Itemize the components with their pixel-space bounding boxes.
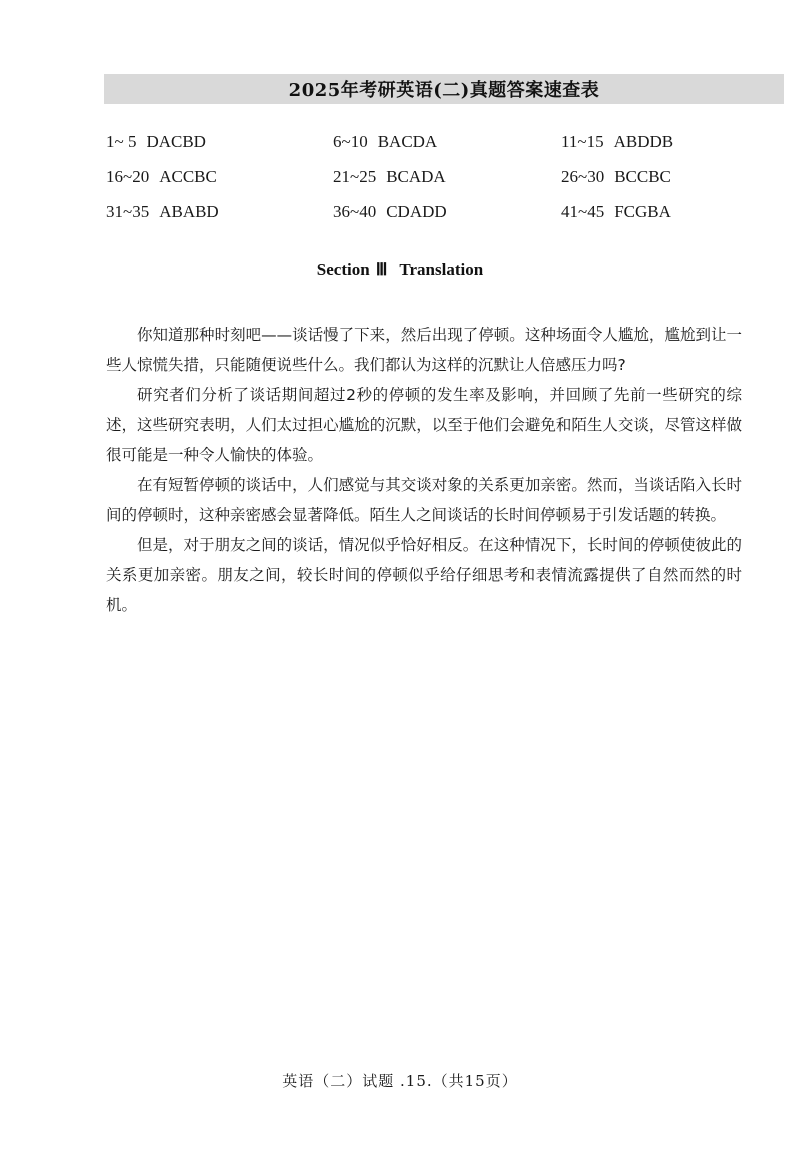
- section-heading: [0, 260, 800, 280]
- answer-row: [106, 194, 786, 229]
- answer-range: 26~30: [561, 166, 605, 186]
- answer-keys: DACBD: [146, 131, 206, 151]
- answer-range: 36~40: [333, 201, 377, 221]
- answer-cell: [561, 167, 786, 187]
- answer-cell: [106, 202, 333, 222]
- answer-row: [106, 124, 786, 159]
- answer-range: 16~20: [106, 166, 150, 186]
- answer-table-title-bar: [104, 74, 784, 104]
- answer-keys: ACCBC: [159, 166, 217, 186]
- translation-paragraph: 但是，对于朋友之间的谈话，情况似乎恰好相反。在这种情况下，长时间的停顿使彼此的关系更加亲密。朋友之间，较长时间的停顿似乎给仔细思考和表情流露提供了自然而然的时机。: [106, 536, 742, 614]
- answer-keys: ABDDB: [613, 131, 674, 151]
- answer-range: 1~ 5: [106, 131, 137, 151]
- translation-text: [106, 320, 742, 620]
- answer-range: 21~25: [333, 166, 377, 186]
- answer-range: 6~10: [333, 131, 368, 151]
- answer-cell: [561, 132, 786, 152]
- section-label: Section: [316, 260, 370, 279]
- answer-cell: [561, 202, 786, 222]
- answer-keys: BCCBC: [614, 166, 671, 186]
- page-footer: 英语（二）试题 .15.（共15页）: [282, 1072, 518, 1090]
- answer-cell: [333, 132, 561, 152]
- answer-cell: [333, 202, 561, 222]
- translation-paragraph: 研究者们分析了谈话期间超过2秒的停顿的发生率及影响，并回顾了先前一些研究的综述，这些研究表明，人们太过担心尴尬的沉默，以至于他们会避免和陌生人交谈，尽管这样做很可能是一种令人愉快的体验。: [106, 386, 742, 464]
- answer-keys: BCADA: [386, 166, 446, 186]
- answer-cell: [333, 167, 561, 187]
- answer-keys: BACDA: [377, 131, 438, 151]
- translation-paragraph: 你知道那种时刻吧——谈话慢了下来，然后出现了停顿。这种场面令人尴尬，尴尬到让一些人惊慌失措，只能随便说些什么。我们都认为这样的沉默让人倍感压力吗?: [106, 326, 742, 374]
- answer-keys: FCGBA: [614, 201, 671, 221]
- answer-cell: [106, 167, 333, 187]
- translation-paragraph: 在有短暂停顿的谈话中，人们感觉与其交谈对象的关系更加亲密。然而，当谈话陷入长时间的停顿时，这种亲密感会显著降低。陌生人之间谈话的长时间停顿易于引发话题的转换。: [106, 476, 742, 524]
- answer-table-title: 2025年考研英语(二)真题答案速查表: [288, 80, 600, 101]
- answer-keys: CDADD: [386, 201, 447, 221]
- answer-range: 11~15: [561, 131, 604, 151]
- answer-keys: ABABD: [159, 201, 219, 221]
- answer-range: 31~35: [106, 201, 150, 221]
- answer-row: [106, 159, 786, 194]
- answer-key-grid: [106, 124, 786, 229]
- answer-cell: [106, 132, 333, 152]
- section-name: Translation: [399, 260, 484, 279]
- answer-range: 41~45: [561, 201, 605, 221]
- section-number: Ⅲ: [375, 260, 388, 279]
